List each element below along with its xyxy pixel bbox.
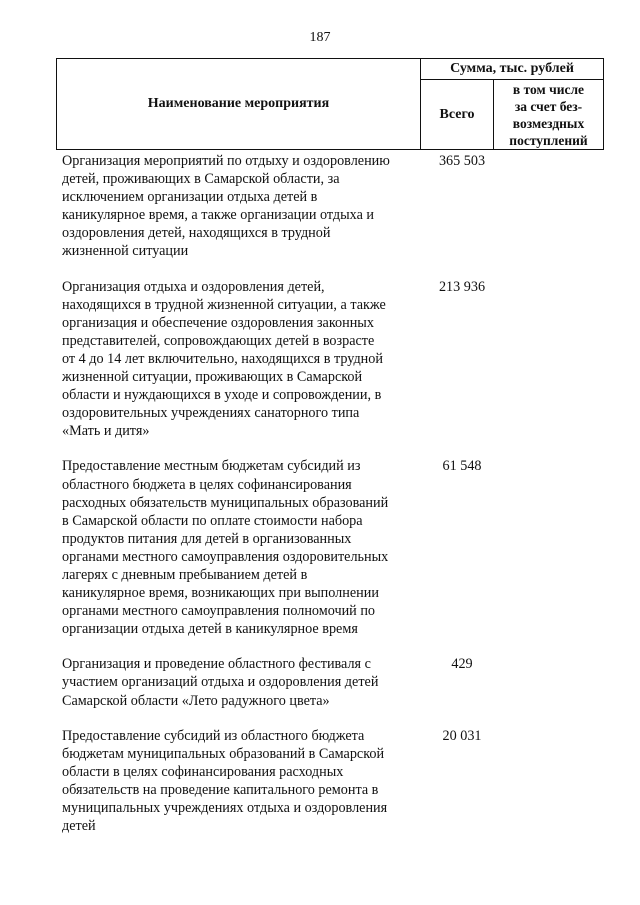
activity-line: органами местного самоуправления оздоровительных: [62, 548, 389, 565]
activity-line: Организация и проведение областного фестиваля с: [62, 656, 371, 673]
activity-line: муниципальных учреждениях отдыха и оздоровления: [62, 800, 388, 816]
column-header-free: [494, 80, 603, 149]
column-header-free-line: возмездных: [512, 115, 585, 131]
column-header-free-line: поступлений: [509, 132, 588, 148]
activity-line: лагерях с дневным пребыванием детей в: [62, 566, 308, 583]
amount-total: 429: [451, 656, 473, 673]
activity-line: Организация мероприятий по отдыху и оздоровлению: [62, 153, 390, 169]
column-header-free-line: за счет без-: [514, 98, 583, 114]
activity-line: Предоставление субсидий из областного бюджета: [62, 727, 365, 744]
activity-line: Самарской области «Лето радужного цвета»: [62, 692, 330, 709]
activity-line: жизненной ситуации, проживающих в Самарской: [62, 369, 363, 386]
activity-line: в Самарской области по оплате стоимости набора: [62, 512, 363, 529]
column-header-free-line: в том числе: [512, 81, 585, 97]
activity-line: области в целях софинансирования расходных: [62, 763, 344, 780]
activity-line: продуктов питания для детей в организованных: [62, 530, 352, 547]
activity-line: бюджетам муниципальных образований в Самарской: [62, 745, 385, 762]
amount-total: 213 936: [438, 278, 486, 295]
activity-name: [62, 278, 414, 441]
activity-line: Предоставление местным бюджетам субсидий из: [62, 458, 361, 475]
activity-line: «Мать и дитя»: [62, 423, 150, 440]
table-body: [62, 152, 602, 852]
activity-name: [62, 152, 414, 261]
page-number: 187: [309, 30, 331, 45]
activity-line: Организация отдыха и оздоровления детей,: [62, 278, 325, 295]
activity-line: организация и обеспечение оздоровления законных: [62, 314, 374, 331]
activity-name: [62, 727, 414, 836]
activity-line: исключением организации отдыха детей в: [62, 189, 318, 206]
column-header-total: Всего: [421, 80, 494, 149]
activity-line: представителей, сопровождающих детей в возрасте: [62, 332, 375, 349]
amount-total: 61 548: [442, 458, 482, 475]
table-row: [62, 457, 602, 638]
activity-line: органами местного самоуправления полномочий по: [62, 603, 376, 620]
table-header: [56, 58, 604, 150]
activity-line: организации отдыха детей в каникулярное время: [62, 621, 358, 638]
activity-line: детей, проживающих в Самарской области, за: [62, 171, 340, 188]
activity-line: каникулярное время, а также организации отдыха и: [62, 207, 375, 224]
table-row: [62, 152, 602, 261]
activity-line: расходных обязательств муниципальных образований: [62, 494, 389, 511]
table-row: [62, 278, 602, 441]
table-row: [62, 655, 602, 709]
activity-line: жизненной ситуации: [62, 243, 189, 260]
column-header-name: Наименование мероприятия: [57, 59, 421, 149]
activity-line: оздоровления детей, находящихся в трудной: [62, 225, 331, 242]
activity-line: находящихся в трудной жизненной ситуации, а также: [62, 296, 386, 313]
activity-line: областного бюджета в целях софинансирования: [62, 476, 352, 493]
table-row: [62, 727, 602, 836]
activity-name: [62, 457, 414, 638]
activity-line: обязательств на проведение капитального ремонта в: [62, 781, 379, 798]
activity-line: от 4 до 14 лет включительно, находящихся в трудной: [62, 350, 383, 367]
activity-name: [62, 655, 414, 709]
activity-line: оздоровительных учреждениях санаторного типа: [62, 405, 360, 422]
activity-line: детей: [62, 818, 96, 835]
amount-total: 20 031: [442, 727, 482, 744]
activity-line: каникулярное время, возникающих при выполнении: [62, 585, 379, 602]
amount-total: 365 503: [438, 153, 486, 169]
activity-line: области и нуждающихся в уходе и сопровождении, в: [62, 387, 382, 404]
column-header-sum: Сумма, тыс. рублей: [421, 59, 603, 80]
activity-line: участием организаций отдыха и оздоровления детей: [62, 674, 379, 691]
